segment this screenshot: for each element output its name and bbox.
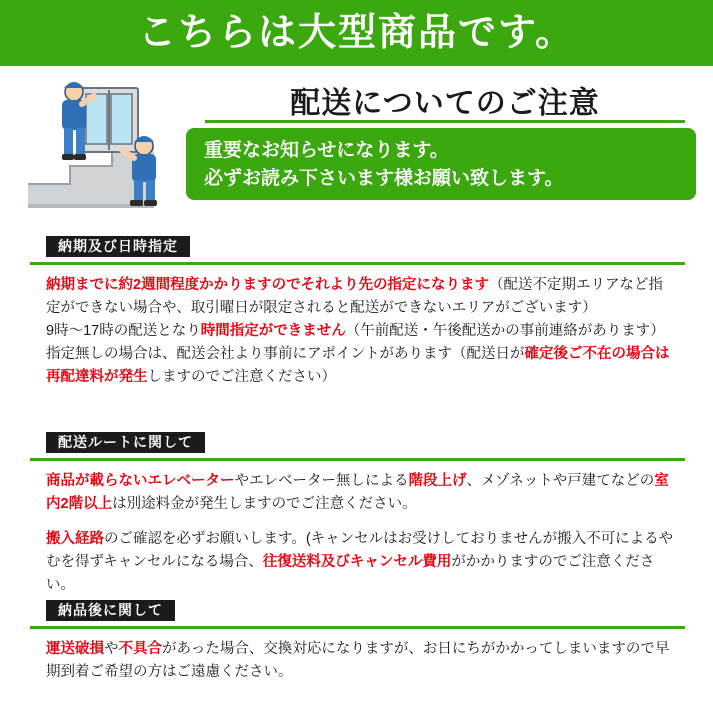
text-run: のご確認を必ずお願いします。(キャンセルはお受けしておりませんが搬入不可によるやむを得ずキャンセルになる場合、	[46, 531, 674, 570]
text-run: 室内2階以上	[46, 473, 669, 512]
section-green-bar	[30, 262, 685, 265]
paragraph	[46, 320, 676, 343]
section-label-wrap	[46, 600, 175, 621]
text-run: 時間指定ができません	[200, 323, 346, 339]
text-run: 搬入経路	[46, 531, 104, 547]
delivery-illustration-icon	[18, 66, 183, 216]
text-run: 確定後ご不在の場合は再配達料が発生	[46, 346, 670, 385]
text-run: は別途料金が発生しますのでご注意ください。	[112, 496, 417, 512]
section-green-bar	[30, 458, 685, 461]
text-run: メゾネットや戸建てなどの	[481, 473, 655, 489]
section-body	[46, 638, 676, 684]
paragraph	[46, 528, 676, 597]
title-underline	[205, 120, 685, 123]
text-run: がかかりますのでご注意ください。	[46, 554, 655, 593]
text-run: 商品が載らない	[46, 473, 148, 489]
page-title: 配送についてのご注意	[290, 87, 600, 120]
text-run: （午前配送・午後配送かの事前連絡があります）	[345, 323, 665, 339]
section-label: 納品後に関して	[46, 600, 175, 621]
paragraph	[46, 343, 676, 389]
text-run: （配送不定期エリアなど指定ができない場合や、取引曜日が限定されると配送ができないエリアがございます）	[46, 277, 664, 316]
text-run: しますのでご注意ください）	[147, 369, 336, 385]
text-run: 納期までに約2週間程度かかりますのでそれより先の指定になります	[46, 277, 490, 293]
text-run: 、	[466, 473, 481, 489]
section-body	[46, 274, 676, 389]
section-body	[46, 470, 676, 597]
section-green-bar	[30, 626, 685, 629]
top-banner	[0, 0, 713, 66]
important-notice-box	[186, 128, 696, 200]
text-run: 不具合	[118, 641, 162, 657]
paragraph	[46, 274, 676, 320]
top-banner-title: こちらは大型商品です。	[138, 12, 575, 54]
paragraph	[46, 638, 676, 684]
text-run: エレベーター	[147, 473, 235, 489]
text-run: エレベーター無しによる	[249, 473, 409, 489]
text-run: や	[104, 641, 119, 657]
section-label-wrap	[46, 432, 205, 453]
text-run: があった場合、交換対応になりますが、お日にちがかかってしまいますので早期到着ご希望の方はご遠慮ください。	[46, 641, 670, 680]
text-run: 運送破損	[46, 641, 104, 657]
section-label: 配送ルートに関して	[46, 432, 205, 453]
paragraph	[46, 470, 676, 516]
notice-line-1: 重要なお知らせになります。	[204, 140, 449, 161]
text-run: 往復送料及びキャンセル費用	[262, 554, 452, 570]
section-label: 納期及び日時指定	[46, 236, 190, 257]
text-run: 9時〜17時の配送となり	[46, 323, 201, 339]
notice-line-2: 必ずお読み下さいます様お願い致します。	[204, 168, 564, 189]
text-run: 階段上げ	[408, 473, 467, 489]
header-zone	[0, 66, 713, 216]
section-label-wrap	[46, 236, 190, 257]
text-run: 指定無しの場合は、配送会社より事前にアポイントがあります（配送日が	[46, 346, 525, 362]
text-run: や	[234, 473, 249, 489]
